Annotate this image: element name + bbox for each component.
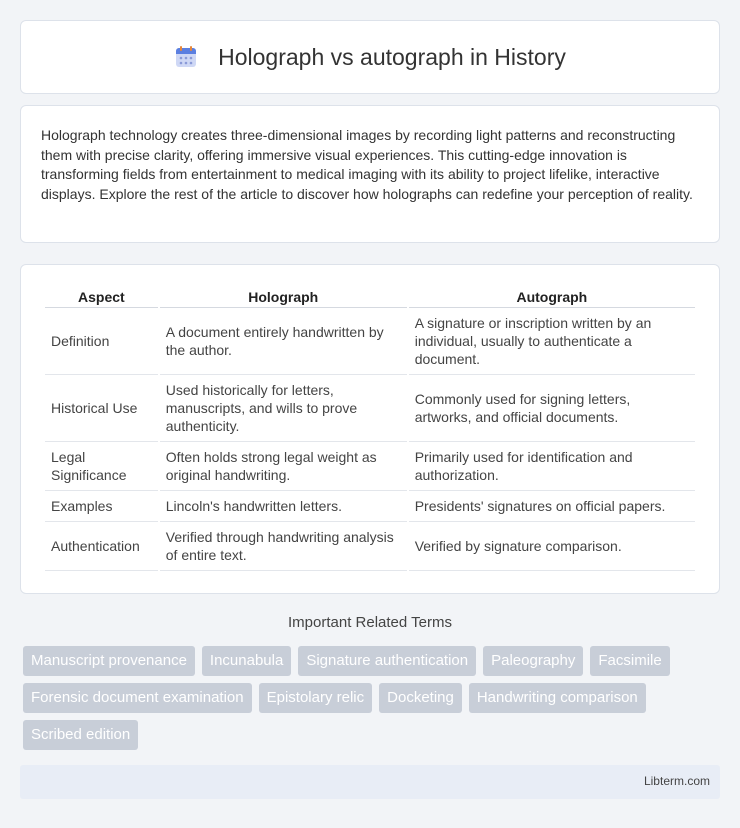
related-term-tag[interactable]: Handwriting comparison [469, 683, 646, 713]
related-term-tag[interactable]: Incunabula [202, 646, 291, 676]
table-cell-aspect: Definition [45, 308, 158, 375]
table-cell-holograph: Verified through handwriting analysis of entire text. [160, 522, 407, 571]
related-term-tag[interactable]: Forensic document examination [23, 683, 252, 713]
table-cell-autograph: Commonly used for signing letters, artworks, and official documents. [409, 375, 695, 442]
intro-card [20, 105, 720, 243]
table-row [45, 442, 695, 491]
footer [20, 765, 720, 799]
footer-site-link[interactable]: Libterm.com [643, 774, 710, 788]
table-cell-autograph: A signature or inscription written by an individual, usually to authenticate a document. [409, 308, 695, 375]
table-cell-autograph: Primarily used for identification and authorization. [409, 442, 695, 491]
table-row [45, 308, 695, 375]
related-term-tag[interactable]: Paleography [483, 646, 583, 676]
comparison-card [20, 264, 720, 594]
table-cell-aspect: Examples [45, 491, 158, 522]
table-row [45, 491, 695, 522]
related-term-tag[interactable]: Scribed edition [23, 720, 138, 750]
table-cell-autograph: Verified by signature comparison. [409, 522, 695, 571]
table-cell-aspect: Authentication [45, 522, 158, 571]
header-card [20, 20, 720, 94]
table-cell-autograph: Presidents' signatures on official papers. [409, 491, 695, 522]
table-header-row [45, 285, 695, 308]
table-row [45, 375, 695, 442]
table-cell-aspect: Legal Significance [45, 442, 158, 491]
table-cell-holograph: Used historically for letters, manuscripts, and wills to prove authenticity. [160, 375, 407, 442]
table-cell-aspect: Historical Use [45, 375, 158, 442]
comparison-table [43, 285, 697, 571]
table-row [45, 522, 695, 571]
calendar-icon [174, 45, 198, 69]
header-autograph: Autograph [409, 285, 695, 308]
header-aspect: Aspect [45, 285, 158, 308]
related-terms-list [23, 646, 723, 750]
intro-text: Holograph technology creates three-dimensional images by recording light patterns and reconstructing them with precise clarity, offering immersive visual experiences. This cutting-edge innovation is transforming fields from entertainment to medical imaging with its ability to project lifelike, interactive displays. Explore the rest of the article to discover how holographs can redefine your perception of reality. [41, 127, 693, 202]
table-cell-holograph: Often holds strong legal weight as original handwriting. [160, 442, 407, 491]
related-term-tag[interactable]: Docketing [379, 683, 462, 713]
related-term-tag[interactable]: Signature authentication [298, 646, 476, 676]
header-holograph: Holograph [160, 285, 407, 308]
page-title: Holograph vs autograph in History [218, 43, 566, 70]
related-term-tag[interactable]: Facsimile [590, 646, 669, 676]
table-cell-holograph: Lincoln's handwritten letters. [160, 491, 407, 522]
related-term-tag[interactable]: Manuscript provenance [23, 646, 195, 676]
related-terms-title: Important Related Terms [288, 614, 452, 631]
table-cell-holograph: A document entirely handwritten by the author. [160, 308, 407, 375]
related-term-tag[interactable]: Epistolary relic [259, 683, 373, 713]
